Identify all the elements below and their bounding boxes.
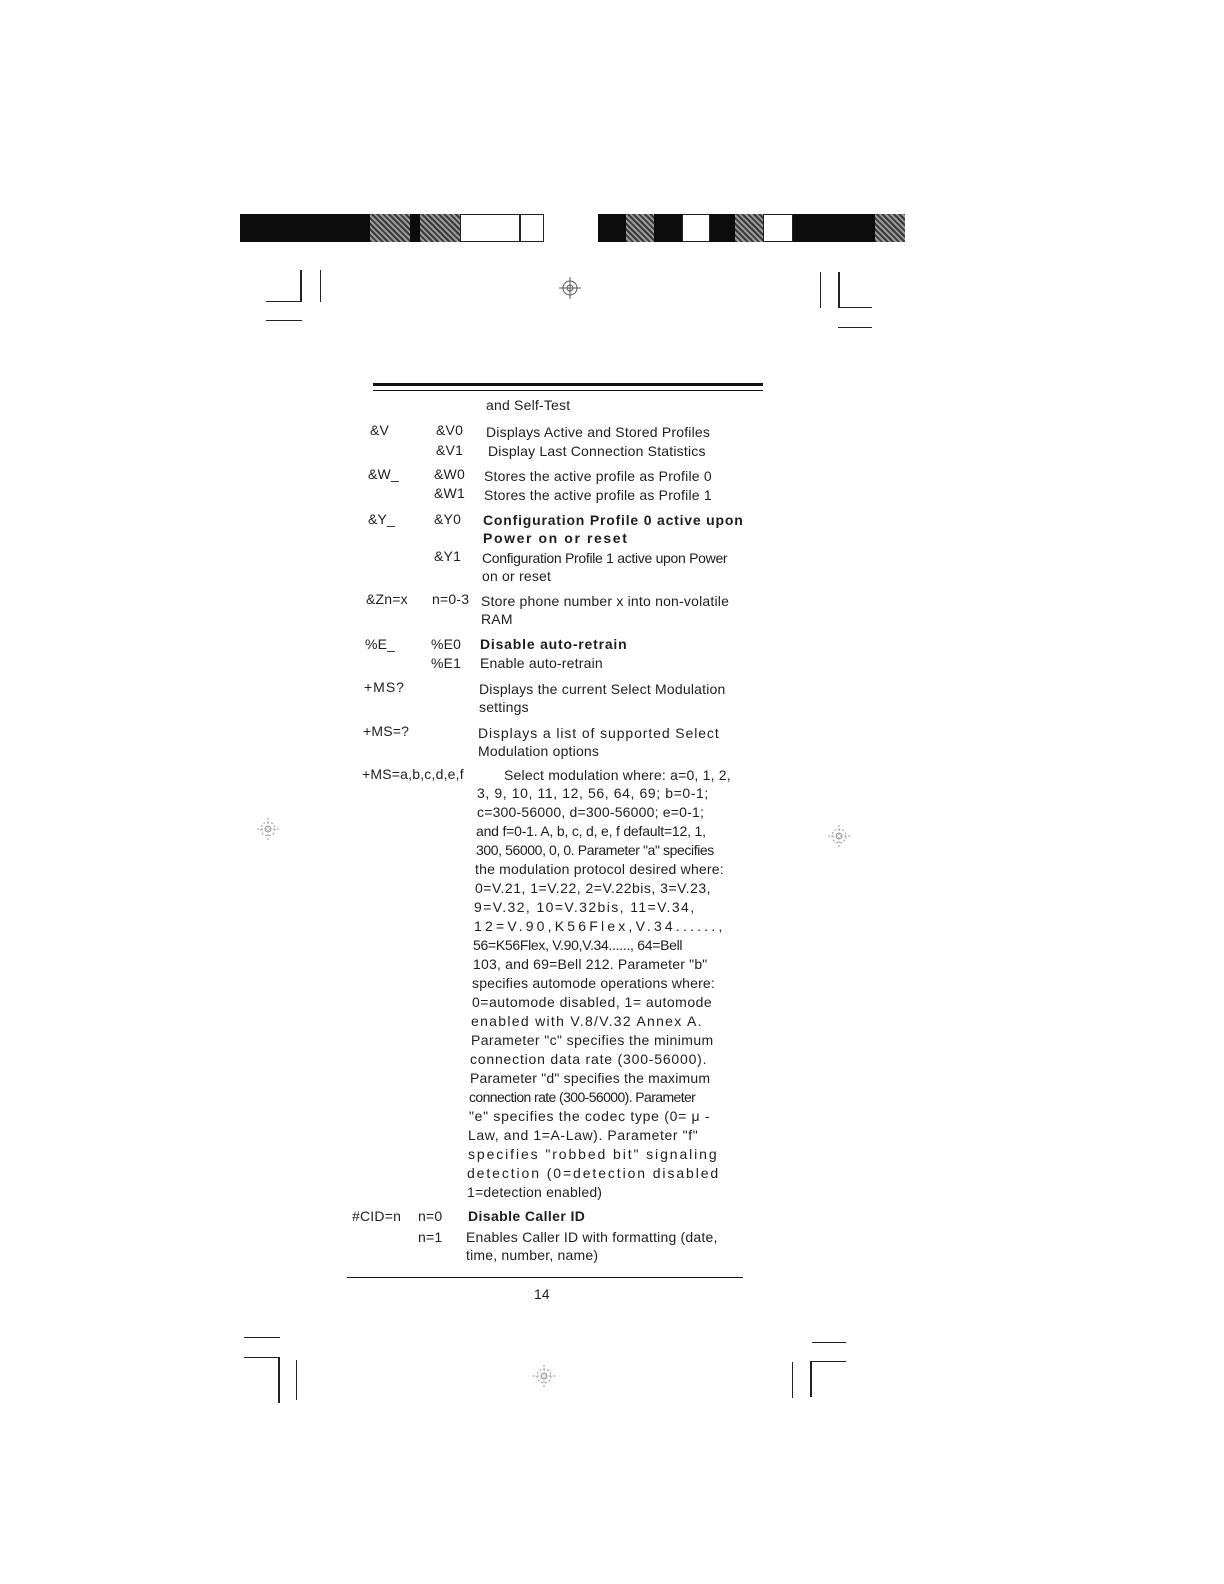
option-description: and f=0-1. A, b, c, d, e, f default=12, 1,: [476, 823, 706, 839]
option-description: 300, 56000, 0, 0. Parameter "a" specifies: [476, 842, 714, 858]
option-code: n=1: [418, 1229, 443, 1245]
option-code: &W0: [434, 466, 465, 482]
option-description: Parameter "d" specifies the maximum: [470, 1070, 711, 1086]
command-name: +MS=a,b,c,d,e,f: [362, 766, 464, 782]
option-description: Displays a list of supported Select: [478, 725, 720, 741]
option-code: &V1: [436, 442, 464, 458]
option-description: Parameter "c" specifies the minimum: [471, 1032, 714, 1048]
option-description: Configuration Profile 0 active upon: [483, 512, 744, 528]
option-description: specifies automode operations where:: [472, 975, 716, 991]
crop-mark: [838, 272, 840, 308]
option-description: Disable auto-retrain: [480, 636, 628, 652]
registration-target-icon: [828, 825, 850, 847]
option-description: RAM: [481, 611, 513, 627]
command-name: &W_: [368, 466, 399, 482]
continuation-text: and Self-Test: [486, 397, 571, 413]
option-description: 0=V.21, 1=V.22, 2=V.22bis, 3=V.23,: [475, 880, 712, 896]
option-code: n=0-3: [432, 591, 470, 607]
registration-target-icon: [533, 1365, 555, 1387]
option-description: 12=V.90,K56Flex,V.34......,: [474, 918, 726, 934]
option-description: Stores the active profile as Profile 1: [484, 487, 712, 503]
crop-mark: [812, 1361, 846, 1362]
command-name: %E_: [365, 636, 396, 652]
command-name: &Y_: [368, 511, 396, 527]
table-top-rule: [373, 383, 763, 386]
option-code: n=0: [418, 1208, 443, 1224]
option-description: connection rate (300-56000). Parameter: [469, 1089, 696, 1105]
crop-mark: [838, 327, 872, 328]
command-name: &Zn=x: [366, 591, 408, 607]
option-description: Power on or reset: [483, 530, 629, 546]
option-description: 1=detection enabled): [467, 1184, 603, 1200]
option-description: Modulation options: [478, 743, 600, 759]
option-description: 9=V.32, 10=V.32bis, 11=V.34,: [474, 899, 696, 915]
crop-mark: [278, 1357, 280, 1403]
option-description: connection data rate (300-56000).: [470, 1051, 708, 1067]
option-description: Store phone number x into non-volatile: [481, 593, 730, 609]
crop-mark: [244, 1357, 280, 1358]
crop-mark: [296, 1360, 297, 1400]
option-description: 3, 9, 10, 11, 12, 56, 64, 69; b=0-1;: [477, 785, 709, 801]
option-description: settings: [479, 699, 529, 715]
option-description: on or reset: [482, 568, 552, 584]
command-name: +MS?: [364, 679, 405, 695]
command-name: #CID=n: [352, 1208, 402, 1224]
option-description: Law, and 1=A-Law). Parameter "f": [468, 1127, 699, 1143]
crop-mark: [320, 270, 321, 302]
command-name: &V: [370, 422, 390, 438]
table-bottom-rule: [347, 1277, 743, 1278]
crop-mark: [812, 1342, 846, 1343]
option-description: 0=automode disabled, 1= automode: [472, 994, 713, 1010]
option-description: Enables Caller ID with formatting (date,: [466, 1229, 718, 1245]
option-description: Display Last Connection Statistics: [488, 443, 706, 459]
crop-mark: [838, 307, 872, 308]
crop-mark: [266, 301, 302, 302]
crop-mark: [244, 1337, 280, 1338]
option-code: &W1: [434, 485, 465, 501]
crop-mark: [266, 320, 302, 321]
option-code: &Y0: [434, 511, 462, 527]
option-description: Displays Active and Stored Profiles: [486, 424, 711, 440]
crop-mark: [820, 272, 821, 308]
option-description: "e" specifies the codec type (0= μ -: [469, 1108, 711, 1124]
option-code: %E1: [431, 655, 462, 671]
option-code: &Y1: [434, 548, 462, 564]
option-code: &V0: [436, 422, 464, 438]
option-code: %E0: [431, 636, 462, 652]
table-top-rule-thin: [373, 390, 763, 391]
page-number: 14: [534, 1286, 550, 1302]
option-description: Configuration Profile 1 active upon Power: [482, 550, 728, 566]
option-description: detection (0=detection disabled: [467, 1165, 721, 1181]
option-description: time, number, name): [466, 1247, 599, 1263]
option-description: specifies "robbed bit" signaling: [468, 1146, 719, 1162]
crop-mark: [792, 1362, 793, 1398]
option-description: c=300-56000, d=300-56000; e=0-1;: [477, 804, 705, 820]
option-description: Stores the active profile as Profile 0: [484, 468, 712, 484]
option-description: the modulation protocol desired where:: [475, 861, 724, 877]
option-description: enabled with V.8/V.32 Annex A.: [471, 1013, 703, 1029]
crop-mark: [300, 270, 302, 302]
option-description: 103, and 69=Bell 212. Parameter "b": [473, 956, 708, 972]
option-description: Displays the current Select Modulation: [479, 681, 726, 697]
option-description: Disable Caller ID: [468, 1208, 586, 1224]
option-description: Enable auto-retrain: [480, 655, 603, 671]
option-description: Select modulation where: a=0, 1, 2,: [504, 767, 731, 783]
crop-mark: [810, 1361, 812, 1397]
command-name: +MS=?: [363, 723, 410, 739]
registration-target-icon: [257, 818, 279, 840]
registration-target-icon: [559, 277, 581, 299]
registration-bar: [240, 214, 905, 244]
option-description: 56=K56Flex, V.90,V.34......, 64=Bell: [473, 937, 683, 953]
